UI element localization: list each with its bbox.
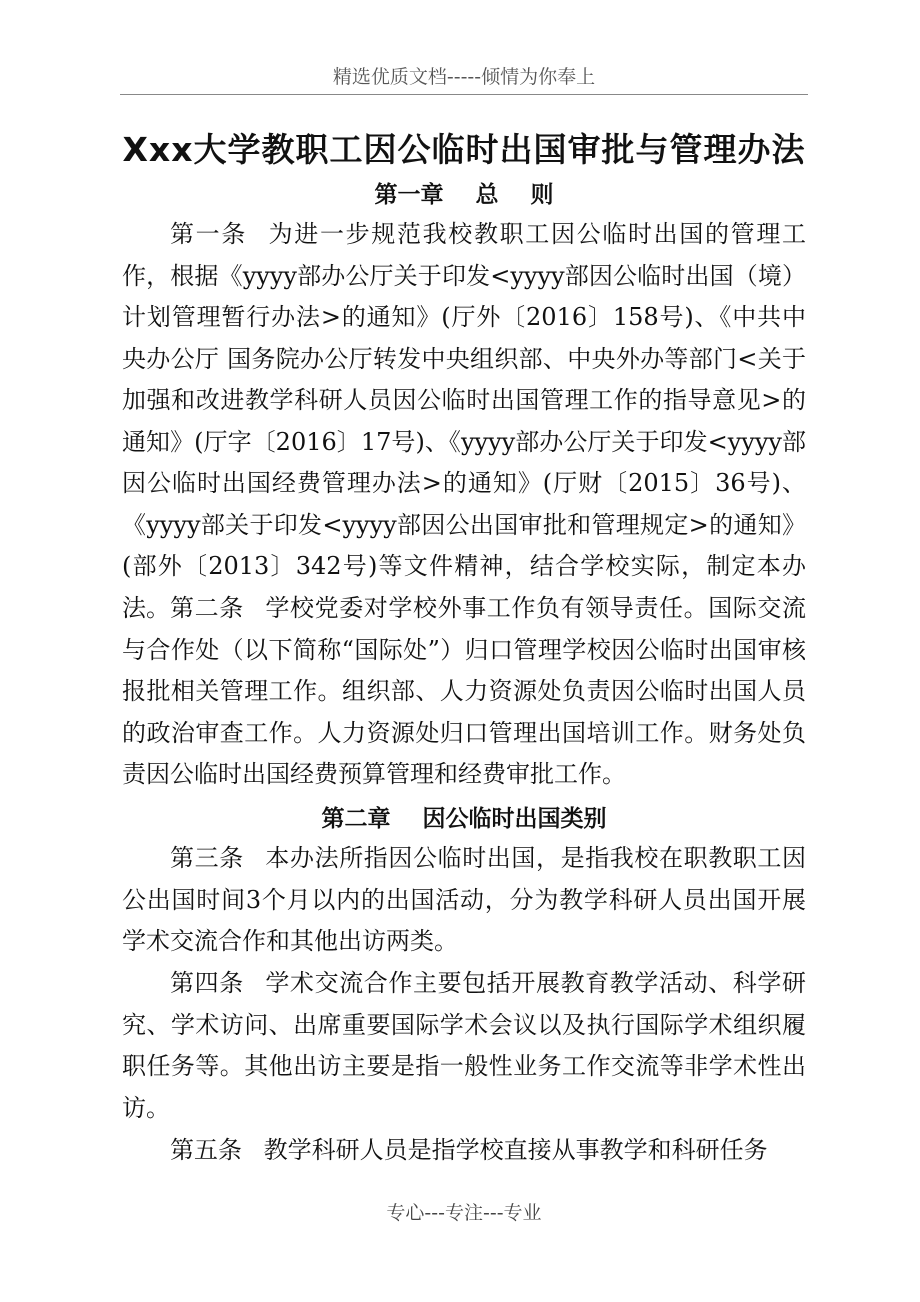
article-number: 第五条 — [170, 1136, 242, 1164]
page-footer: 专心---专注---专业 — [386, 1202, 542, 1224]
article-3 — [122, 838, 806, 963]
article-1 — [122, 214, 806, 629]
article-2 — [122, 588, 806, 796]
header-divider — [120, 94, 808, 95]
article-text: 教学科研人员是指学校直接从事教学和科研任务 — [263, 1136, 768, 1164]
article-text: 为进一步规范我校教职工因公临时出国的管理工作，根据《yyyy部办公厅关于印发<yyyy部因公临时出国（境）计划管理暂行办法>的通知》(厅外〔2016〕158号)、《中共中央办公厅 国务院办公厅转发中央组织部、中央外办等部门<关于加强和改进教学科研人员因公临时出国管理工作的指导意见>的通知》(厅字〔2016〕17号)、《yyyy部办公厅关于印发<yyyy部因公临时出国经费管理办法>的通知》(厅财〔2015〕36号)、《yyyy部关于印发<yyyy部因公出国审批和管理规定>的通知》(部外〔2013〕342号)等文件精神，结合学校实际，制定本办法。 — [122, 220, 807, 622]
chapter-heading-1: 第一章 总 则 — [374, 182, 554, 208]
article-text: 本办法所指因公临时出国，是指我校在职教职工因公出国时间3个月以内的出国活动，分为教学科研人员出国开展学术交流合作和其他出访两类。 — [122, 844, 807, 955]
chapter-heading-2: 第二章 因公临时出国类别 — [321, 806, 607, 832]
article-number: 第三条 — [170, 844, 244, 872]
article-5 — [122, 1130, 806, 1172]
article-text: 学术交流合作主要包括开展教育教学活动、科学研究、学术访问、出席重要国际学术会议以及执行国际学术组织履职任务等。其他出访主要是指一般性业务工作交流等非学术性出访。 — [122, 969, 807, 1122]
article-number: 第四条 — [170, 969, 244, 997]
article-number: 第二条 — [170, 594, 244, 622]
document-title: Xxx大学教职工因公临时出国审批与管理办法 — [122, 130, 806, 169]
article-text: 学校党委对学校外事工作负有领导责任。国际交流与合作处（以下简称“国际处”）归口管理学校因公临时出国审核报批相关管理工作。组织部、人力资源处负责因公临时出国人员的政治审查工作。人力资源处归口管理出国培训工作。财务处负责因公临时出国经费预算管理和经费审批工作。 — [122, 594, 807, 788]
page-header: 精选优质文档-----倾情为你奉上 — [332, 66, 596, 88]
article-number: 第一条 — [170, 220, 248, 248]
article-4 — [122, 963, 806, 1129]
